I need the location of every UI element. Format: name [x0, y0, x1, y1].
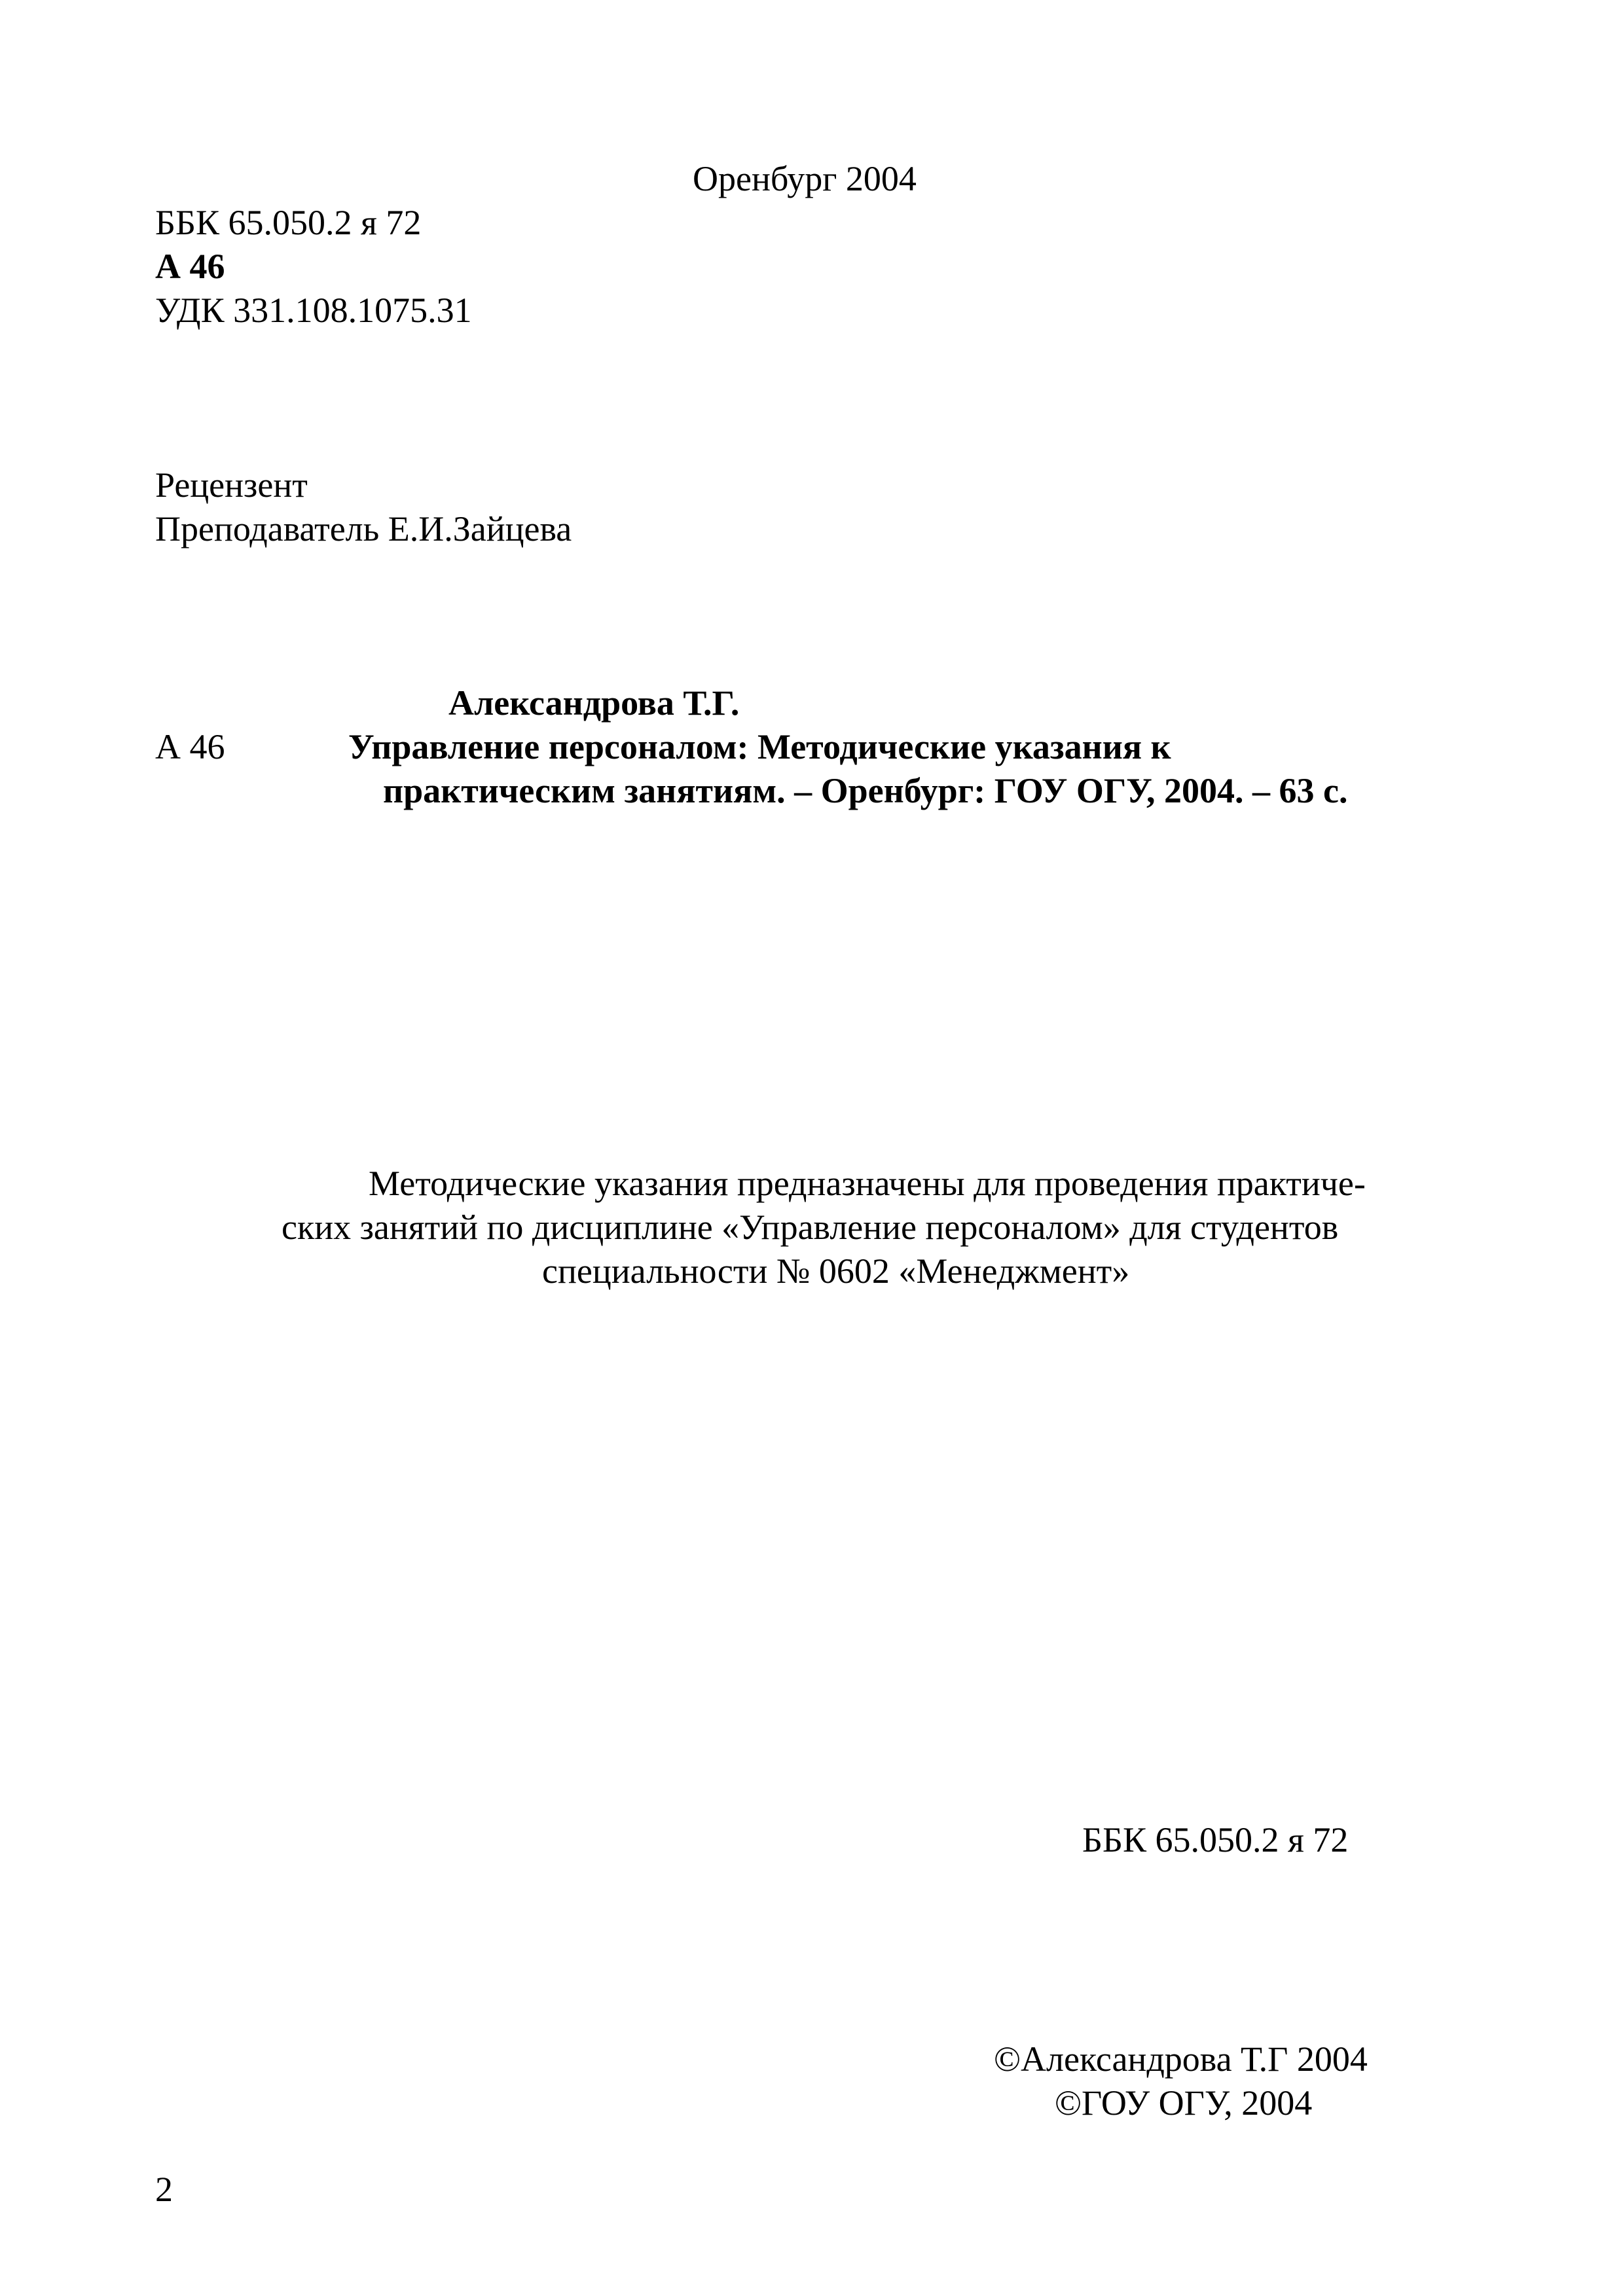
annotation-line-3: специальности № 0602 «Менеджмент»: [542, 1251, 1130, 1291]
author-mark: А 46: [155, 247, 225, 286]
book-title-line-2: практическим занятиям. – Оренбург: ГОУ ОГУ, 2004. – 63 с.: [383, 771, 1348, 810]
city-year: Оренбург 2004: [693, 159, 917, 198]
book-author: Александрова Т.Г.: [448, 683, 740, 723]
reviewer-name: Преподаватель Е.И.Зайцева: [155, 509, 572, 548]
footer-bbk-code: ББК 65.050.2 я 72: [1082, 1820, 1349, 1859]
udk-code: УДК 331.108.1075.31: [155, 291, 472, 330]
page-number: 2: [155, 2170, 173, 2209]
book-title-line-1: Управление персоналом: Методические указания к: [348, 727, 1171, 766]
copyright-publisher: ©ГОУ ОГУ, 2004: [1055, 2083, 1313, 2123]
book-index: А 46: [155, 727, 225, 766]
reviewer-label: Рецензент: [155, 465, 308, 505]
bbk-code: ББК 65.050.2 я 72: [155, 203, 422, 242]
copyright-author: ©Александрова Т.Г 2004: [994, 2039, 1368, 2079]
annotation-line-1: Методические указания предназначены для проведения практиче-: [369, 1164, 1366, 1203]
annotation-line-2: ских занятий по дисциплине «Управление персоналом» для студентов: [282, 1208, 1339, 1247]
